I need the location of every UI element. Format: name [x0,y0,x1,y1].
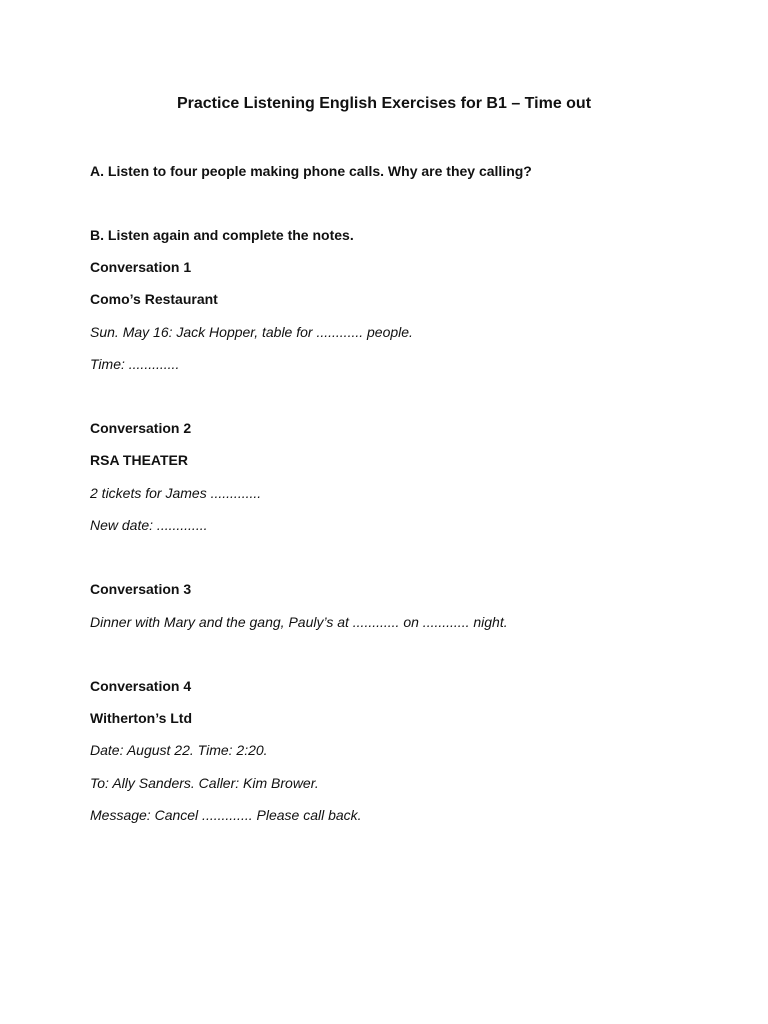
conversation-4-note-1: Date: August 22. Time: 2:20. [90,742,268,758]
conversation-1-note-2: Time: ............. [90,356,180,372]
conversation-3-note-1: Dinner with Mary and the gang, Pauly’s at ............ on ............ night. [90,614,508,630]
conversation-2-note-2: New date: ............. [90,517,208,533]
conversation-2-heading: Conversation 2 [90,420,192,436]
conversation-4-note-3: Message: Cancel ............. Please call back. [90,807,362,823]
conversation-1-subheading: Como’s Restaurant [90,291,218,307]
section-a-instruction: A. Listen to four people making phone calls. Why are they calling? [90,163,532,179]
conversation-1-heading: Conversation 1 [90,259,192,275]
conversation-2-note-1: 2 tickets for James ............. [90,485,262,501]
conversation-4-note-2: To: Ally Sanders. Caller: Kim Brower. [90,775,319,791]
conversation-1-note-1: Sun. May 16: Jack Hopper, table for ............ people. [90,324,413,340]
conversation-4-subheading: Witherton’s Ltd [90,710,193,726]
conversation-3-heading: Conversation 3 [90,581,192,597]
conversation-2-subheading: RSA THEATER [90,452,188,468]
page-title: Practice Listening English Exercises for B1 – Time out [176,95,592,112]
conversation-4-heading: Conversation 4 [90,678,192,694]
section-b-instruction: B. Listen again and complete the notes. [90,227,354,243]
